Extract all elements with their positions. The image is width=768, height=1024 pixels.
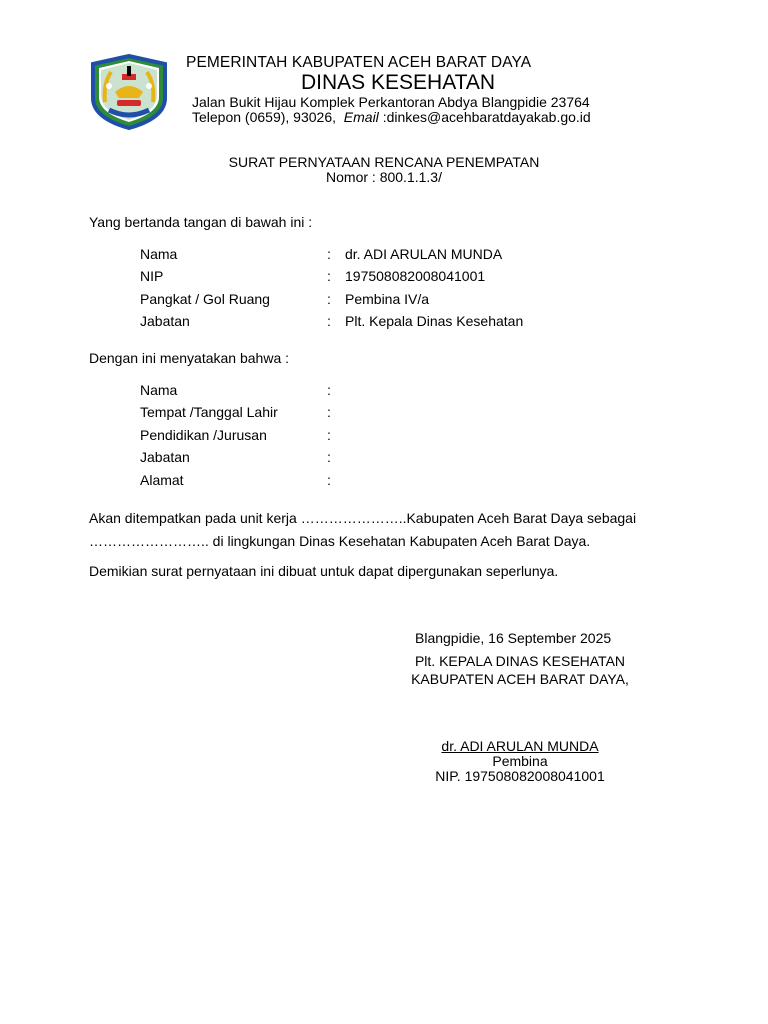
- letterhead-email: :dinkes@acehbaratdayakab.go.id: [382, 109, 591, 125]
- field-colon: :: [327, 268, 331, 284]
- signer-rank: Pembina: [492, 753, 548, 769]
- closing-text: Demikian surat pernyataan ini dibuat untuk dapat dipergunakan seperlunya.: [89, 563, 559, 579]
- field-value: Pembina IV/a: [345, 291, 430, 307]
- letterhead-agency: DINAS KESEHATAN: [301, 71, 496, 94]
- field-label: Pangkat / Gol Ruang: [140, 291, 270, 307]
- field-value: Plt. Kepala Dinas Kesehatan: [345, 313, 524, 329]
- letterhead-email-label: Email: [343, 109, 379, 125]
- field-colon: :: [327, 382, 331, 398]
- field-colon: :: [327, 313, 331, 329]
- body-line-1: Akan ditempatkan pada unit kerja …………………..Kabupaten Aceh Barat Daya sebagai: [89, 510, 637, 526]
- field-value: 197508082008041001: [345, 268, 486, 284]
- field-label: Tempat /Tanggal Lahir: [140, 404, 278, 420]
- signer-position-1: Plt. KEPALA DINAS KESEHATAN: [414, 653, 626, 669]
- place-date: Blangpidie, 16 September 2025: [415, 630, 612, 646]
- field-label: Nama: [140, 382, 178, 398]
- field-label: Alamat: [140, 472, 184, 488]
- field-label: Jabatan: [140, 449, 190, 465]
- field-label: Nama: [140, 246, 178, 262]
- field-colon: :: [327, 246, 331, 262]
- field-colon: :: [327, 291, 331, 307]
- body-line-2: …………………….. di lingkungan Dinas Kesehatan Kabupaten Aceh Barat Daya.: [89, 533, 591, 549]
- field-label: NIP: [140, 268, 164, 284]
- signer-position-2: KABUPATEN ACEH BARAT DAYA,: [411, 671, 629, 687]
- letter-title: SURAT PERNYATAAN RENCANA PENEMPATAN: [228, 154, 540, 170]
- field-colon: :: [327, 404, 331, 420]
- letter-number: Nomor : 800.1.1.3/: [326, 169, 442, 185]
- signer-name: dr. ADI ARULAN MUNDA: [441, 738, 599, 754]
- statement-text: Dengan ini menyatakan bahwa :: [89, 350, 290, 366]
- letterhead-phone: Telepon (0659), 93026,: [192, 109, 336, 125]
- field-colon: :: [327, 427, 331, 443]
- field-value: dr. ADI ARULAN MUNDA: [345, 246, 503, 262]
- field-label: Pendidikan /Jurusan: [140, 427, 267, 443]
- letterhead-contact: [192, 109, 591, 125]
- field-colon: :: [327, 449, 331, 465]
- regency-emblem-logo: [89, 54, 169, 130]
- intro-text: Yang bertanda tangan di bawah ini :: [89, 214, 313, 230]
- letterhead-government: PEMERINTAH KABUPATEN ACEH BARAT DAYA: [186, 54, 532, 71]
- field-label: Jabatan: [140, 313, 190, 329]
- signer-nip: NIP. 197508082008041001: [435, 768, 605, 784]
- field-colon: :: [327, 472, 331, 488]
- letterhead-address: Jalan Bukit Hijau Komplek Perkantoran Abdya Blangpidie 23764: [192, 94, 590, 110]
